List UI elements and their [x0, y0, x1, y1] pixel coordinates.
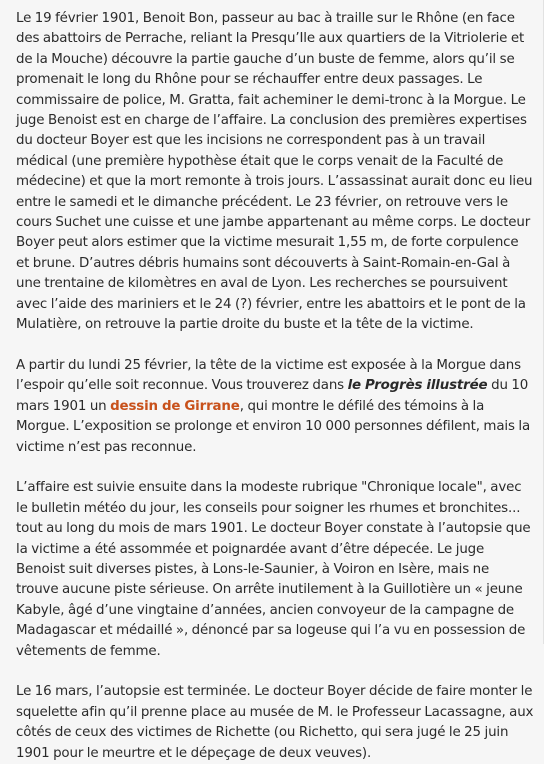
paragraph-text-start: A partir du lundi 25 février, la tête de la victime est exposée à la Morgue dans l’espoir qu’elle soit reconnue. Vous trouverez dans — [16, 357, 521, 394]
paragraph-morgue-exposition — [16, 356, 534, 458]
paragraph-discovery: Le 19 février 1901, Benoit Bon, passeur au bac à traille sur le Rhône (en face des abattoirs de Perrache, reliant la Presqu’Ile aux quartiers de la Vitriolerie et de la Mouche) découvre la partie gauche d’un buste de femme, alors qu’il se promenait le long du Rhône pour se réchauffer entre deux passages. Le commissaire de police, M. Gratta, fait acheminer le demi-tronc à la Morgue. Le juge Benoist est en charge de l’affaire. La conclusion des premières expertises du docteur Boyer est que les incisions ne correspondent pas à un travail médical (une première hypothèse était que le corps venait de la Faculté de médecine) et que la mort remonte à trois jours. L’assassinat aurait donc eu lieu entre le samedi et le dimanche précédent. Le 23 février, on retrouve vers le cours Suchet une cuisse et une jambe appartenant au même corps. Le docteur Boyer peut alors estimer que la victime mesurait 1,55 m, de forte corpulence et brune. D’autres débris humains sont découverts à Saint-Romain-en-Gal à une trentaine de kilomètres en aval de Lyon. Les recherches se poursuivent avec l’aide des mariniers et le 24 (?) février, entre les abattoirs et le pont de la Mulatière, on retrouve la partie droite du buste et la tête de la victime. — [16, 11, 533, 333]
paragraph-investigation: L’affaire est suivie ensuite dans la modeste rubrique "Chronique locale", avec le bulletin météo du jour, les conseils pour soigner les rhumes et bronchites... tout au long du mois de mars 1901. Le docteur Boyer constate à l’autopsie que la victime a été assommée et poignardée avant d’être dépecée. Le juge Benoist suit diverses pistes, à Lons-le-Saunier, à Voiron en Isère, mais ne trouve aucune piste sérieuse. On arrête inutilement à la Guillotière un « jeune Kabyle, âgé d’une vingtaine d’années, ancien convoyeur de la campagne de Madagascar et médaillé », dénoncé par sa logeuse qui l’a vu en possession de vêtements de femme. — [16, 480, 531, 659]
paragraph-autopsy: Le 16 mars, l’autopsie est terminée. Le docteur Boyer décide de faire monter le squelette afin qu’il prenne place au musée de M. le Professeur Lacassagne, aux côtés de ceux des victimes de Richette (ou Richetto, qui sera jugé le 25 juin 1901 pour le meurtre et le dépeçage de deux veuves). — [16, 684, 534, 761]
drawing-link[interactable]: dessin de Girrane — [110, 398, 240, 414]
paragraph-text-middle: du 10 mars 1901 un — [16, 378, 529, 414]
paragraph-text-end: , qui montre le défilé des témoins à la Morgue. L’exposition se prolonge et environ 10 000 personnes défilent, mais la victime n’est pas reconnue. — [16, 398, 531, 455]
magazine-title: le Progrès illustrée — [347, 378, 488, 394]
